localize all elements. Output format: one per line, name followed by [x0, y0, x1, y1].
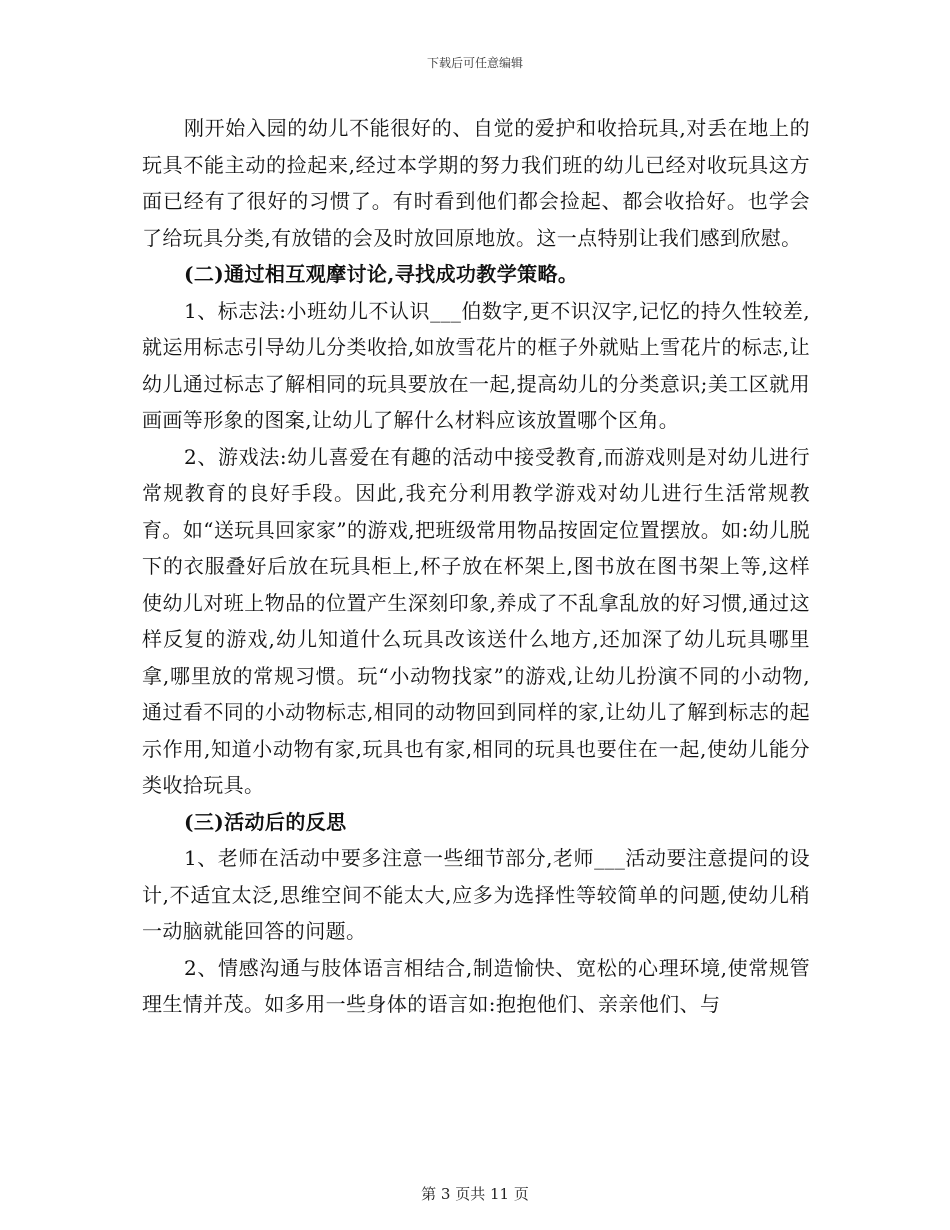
paragraph-sign-method: 1、标志法:小班幼儿不认识___伯数字,更不识汉字,记忆的持久性较差,就运用标志引导幼儿分类收拾,如放雪花片的框子外就贴上雪花片的标志,让幼儿通过标志了解相同的玩具要放在一起,提高幼儿的分类意识;美工区就用画画等形象的图案,让幼儿了解什么材料应该放置哪个区角。 — [142, 298, 810, 432]
document-body — [142, 110, 810, 1023]
paragraph-reflection-2: 2、情感沟通与肢体语言相结合,制造愉快、宽松的心理环境,使常规管理生情并茂。如多用一些身体的语言如:抱抱他们、亲亲他们、与 — [142, 955, 810, 1016]
paragraph-reflection-1: 1、老师在活动中要多注意一些细节部分,老师___活动要注意提问的设计,不适宜太泛,思维空间不能太大,应多为选择性等较简单的问题,使幼儿稍一动脑就能回答的问题。 — [142, 846, 810, 943]
page-number: 第 3 页共 11 页 — [421, 1185, 529, 1203]
paragraph-toy-habits: 刚开始入园的幼儿不能很好的、自觉的爱护和收拾玩具,对丢在地上的玩具不能主动的捡起来,经过本学期的努力我们班的幼儿已经对收玩具这方面已经有了很好的习惯了。有时看到他们都会捡起、都会收拾好。也学会了给玩具分类,有放错的会及时放回原地放。这一点特别让我们感到欣慰。 — [142, 116, 810, 250]
section-heading-3: (三)活动后的反思 — [184, 809, 347, 834]
paragraph-game-method: 2、游戏法:幼儿喜爱在有趣的活动中接受教育,而游戏则是对幼儿进行常规教育的良好手段。因此,我充分利用教学游戏对幼儿进行生活常规教育。如“送玩具回家家”的游戏,把班级常用物品按固定位置摆放。如:幼儿脱下的衣服叠好后放在玩具柜上,杯子放在杯架上,图书放在图书架上等,这样使幼儿对班上物品的位置产生深刻印象,养成了不乱拿乱放的好习惯,通过这样反复的游戏,幼儿知道什么玩具改该送什么地方,还加深了幼儿玩具哪里拿,哪里放的常规习惯。玩“小动物找家”的游戏,让幼儿扮演不同的小动物,通过看不同的小动物标志,相同的动物回到同样的家,让幼儿了解到标志的起示作用,知道小动物有家,玩具也有家,相同的玩具也要住在一起,使幼儿能分类收拾玩具。 — [142, 444, 810, 797]
section-heading-2: (二)通过相互观摩讨论,寻找成功教学策略。 — [184, 262, 579, 286]
page-header-note: 下载后可任意编辑 — [426, 56, 523, 70]
